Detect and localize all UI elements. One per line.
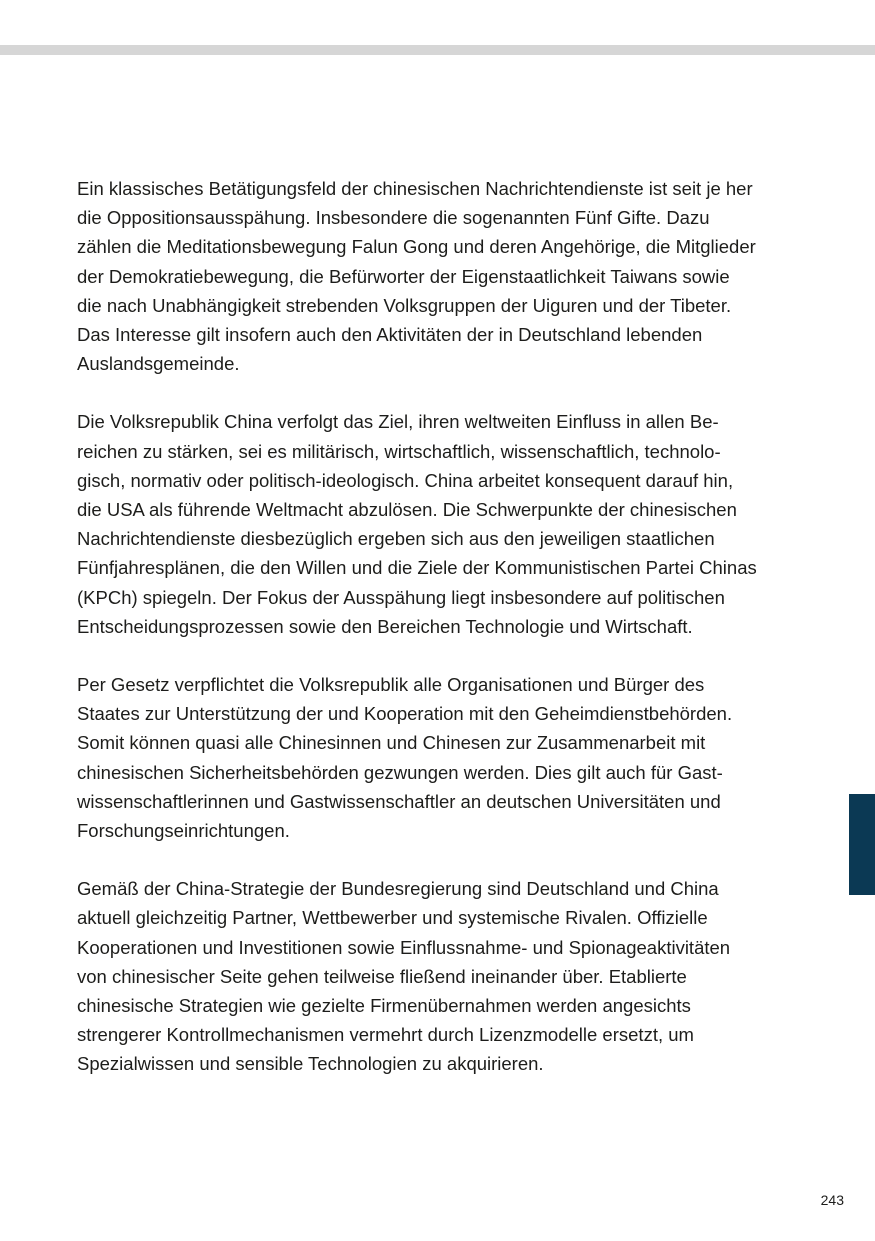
text-line: Per Gesetz verpflichtet die Volksrepublik alle Organisationen und Bürger des	[77, 674, 705, 696]
header-rule	[0, 45, 875, 55]
text-line: der Demokratiebewegung, die Befürworter der Eigenstaatlichkeit Taiwans sowie	[77, 265, 730, 287]
paragraph-3	[77, 670, 807, 845]
text-line: Forschungseinrichtungen.	[77, 820, 290, 842]
text-line: Gemäß der China-Strategie der Bundesregierung sind Deutschland und China	[77, 878, 719, 900]
text-line: Auslandsgemeinde.	[77, 353, 240, 375]
text-line: reichen zu stärken, sei es militärisch, wirtschaftlich, wissenschaftlich, technolo-	[77, 440, 721, 462]
text-line: chinesische Strategien wie gezielte Firmenübernahmen werden angesichts	[77, 995, 691, 1017]
chapter-tab-marker	[849, 794, 875, 895]
text-line: Das Interesse gilt insofern auch den Aktivitäten der in Deutschland lebenden	[77, 324, 703, 346]
text-line: Somit können quasi alle Chinesinnen und Chinesen zur Zusammenarbeit mit	[77, 732, 706, 754]
body-text	[77, 174, 807, 1108]
text-line: die Oppositionsausspähung. Insbesondere die sogenannten Fünf Gifte. Dazu	[77, 207, 710, 229]
text-line: Die Volksrepublik China verfolgt das Ziel, ihren weltweiten Einfluss in allen Be-	[77, 411, 719, 433]
paragraph-2	[77, 407, 807, 641]
text-line: Entscheidungsprozessen sowie den Bereichen Technologie und Wirtschaft.	[77, 615, 693, 637]
text-line: Fünfjahresplänen, die den Willen und die Ziele der Kommunistischen Partei Chinas	[77, 557, 757, 579]
text-line: chinesischen Sicherheitsbehörden gezwungen werden. Dies gilt auch für Gast-	[77, 761, 723, 783]
text-line: Nachrichtendienste diesbezüglich ergeben sich aus den jeweiligen staatlichen	[77, 528, 715, 550]
text-line: aktuell gleichzeitig Partner, Wettbewerber und systemische Rivalen. Offizielle	[77, 907, 708, 929]
page-number: 243	[820, 1192, 844, 1208]
text-line: strengerer Kontrollmechanismen vermehrt durch Lizenzmodelle ersetzt, um	[77, 1024, 694, 1046]
text-line: Spezialwissen und sensible Technologien zu akquirieren.	[77, 1053, 544, 1075]
text-line: die USA als führende Weltmacht abzulösen. Die Schwerpunkte der chinesischen	[77, 499, 737, 521]
text-line: Staates zur Unterstützung der und Kooperation mit den Geheimdienstbehörden.	[77, 703, 733, 725]
text-line: wissenschaftlerinnen und Gastwissenschaftler an deutschen Universitäten und	[77, 790, 721, 812]
text-line: Kooperationen und Investitionen sowie Einflussnahme- und Spionageaktivitäten	[77, 936, 731, 958]
text-line: (KPCh) spiegeln. Der Fokus der Ausspähung liegt insbesondere auf politischen	[77, 586, 725, 608]
text-line: gisch, normativ oder politisch-ideologisch. China arbeitet konsequent darauf hin,	[77, 469, 734, 491]
text-line: die nach Unabhängigkeit strebenden Volksgruppen der Uiguren und der Tibeter.	[77, 294, 732, 316]
text-line: zählen die Meditationsbewegung Falun Gong und deren Angehörige, die Mitglieder	[77, 236, 756, 258]
text-line: von chinesischer Seite gehen teilweise fließend ineinander über. Etablierte	[77, 965, 687, 987]
text-line: Ein klassisches Betätigungsfeld der chinesischen Nachrichtendienste ist seit je her	[77, 178, 753, 199]
paragraph-1	[77, 174, 807, 378]
paragraph-4	[77, 874, 807, 1078]
